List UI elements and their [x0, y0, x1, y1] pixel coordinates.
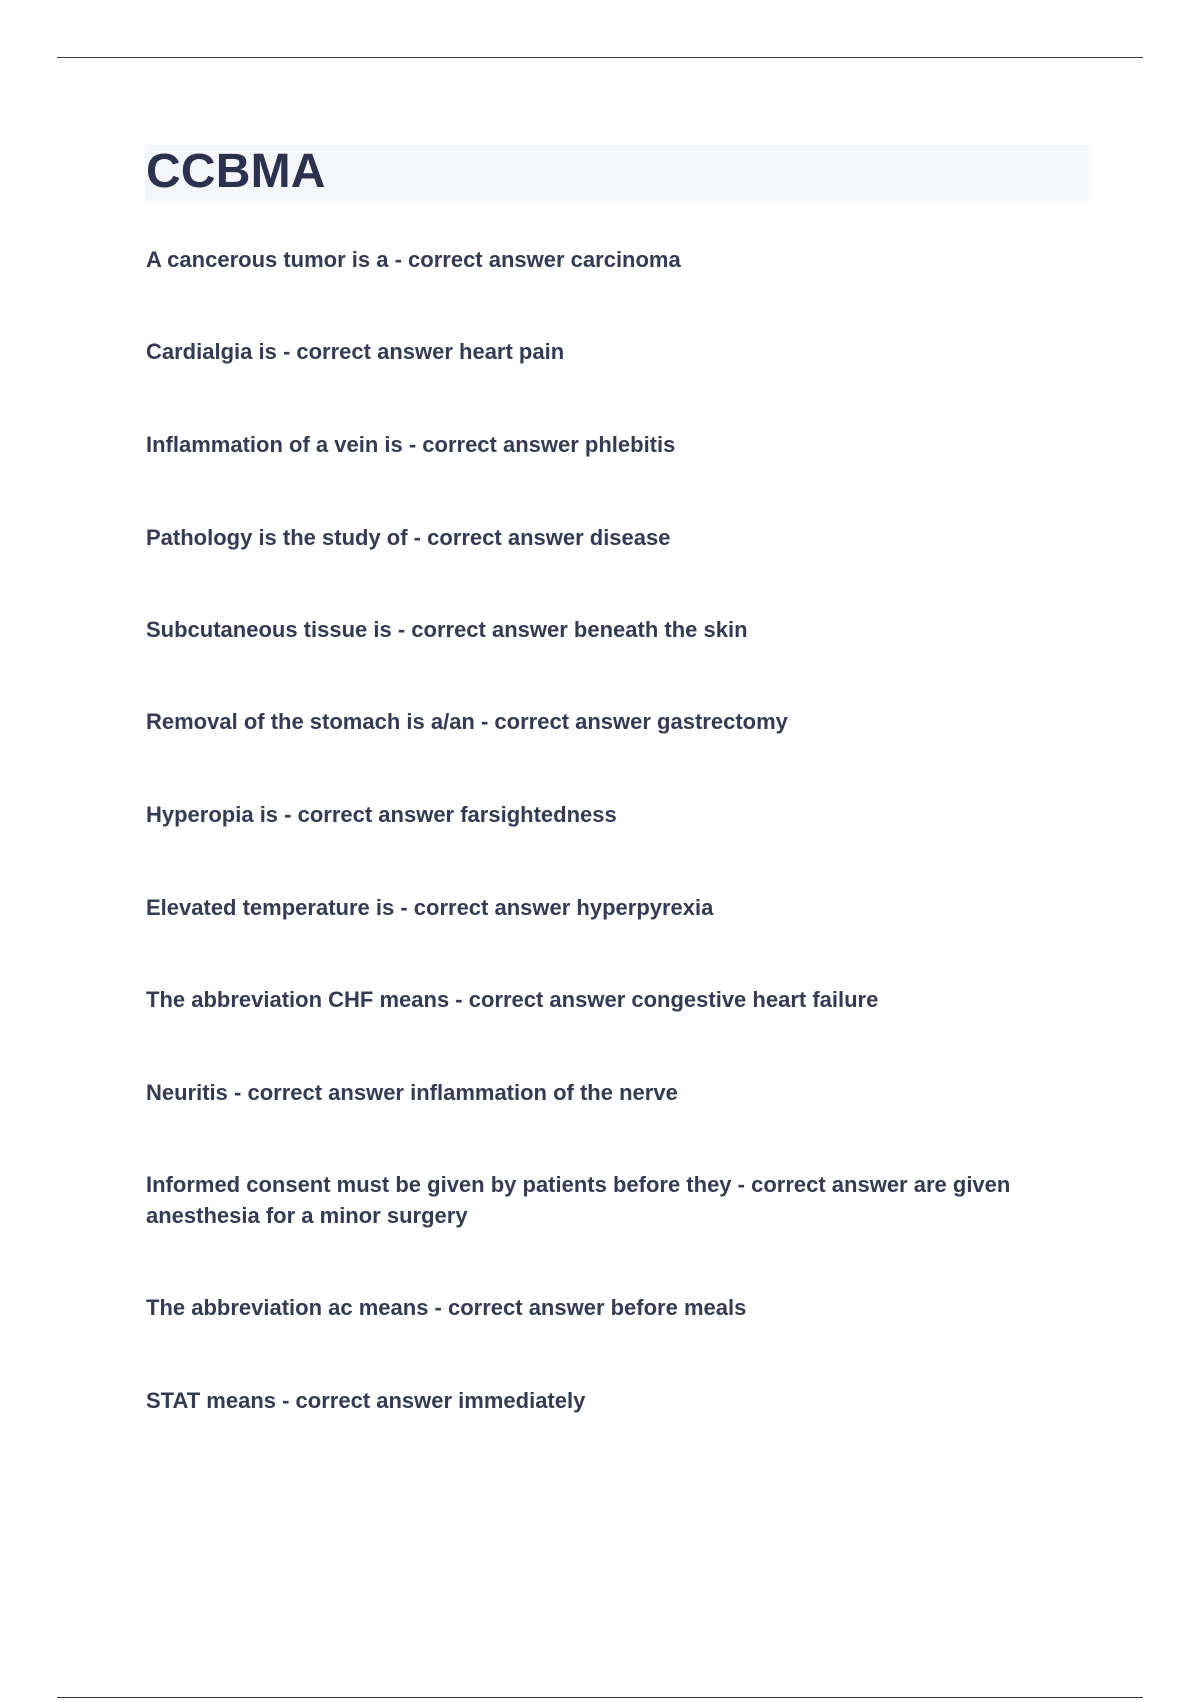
qa-item: Neuritis - correct answer inflammation of the nerve [146, 1080, 678, 1105]
qa-item: A cancerous tumor is a - correct answer carcinoma [146, 247, 681, 272]
qa-item: Informed consent must be given by patients before they - correct answer are given anesthesia for a minor surgery [146, 1172, 1011, 1228]
top-divider [57, 57, 1143, 58]
document-title: CCBMA [146, 145, 326, 198]
qa-item: Pathology is the study of - correct answer disease [146, 525, 671, 550]
qa-item: Subcutaneous tissue is - correct answer beneath the skin [146, 617, 748, 642]
bottom-divider [57, 1697, 1143, 1698]
qa-item: STAT means - correct answer immediately [146, 1388, 586, 1413]
qa-item: Elevated temperature is - correct answer hyperpyrexia [146, 895, 714, 920]
qa-item: The abbreviation ac means - correct answer before meals [146, 1295, 747, 1320]
qa-item: Cardialgia is - correct answer heart pain [146, 339, 565, 364]
qa-item: Inflammation of a vein is - correct answer phlebitis [146, 432, 676, 457]
qa-item: Removal of the stomach is a/an - correct answer gastrectomy [146, 709, 788, 734]
qa-item: Hyperopia is - correct answer farsightedness [146, 802, 617, 827]
qa-item: The abbreviation CHF means - correct answer congestive heart failure [146, 987, 879, 1012]
